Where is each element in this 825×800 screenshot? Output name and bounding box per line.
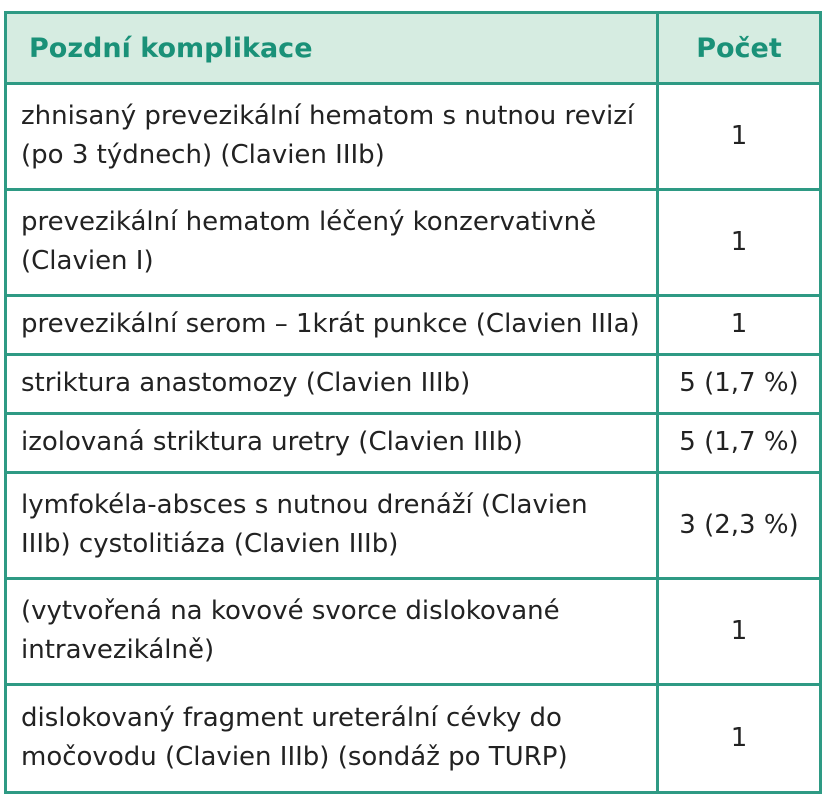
row-label: striktura anastomozy (Clavien IIIb) <box>6 354 658 413</box>
table-row <box>6 684 821 792</box>
row-label: izolovaná striktura uretry (Clavien IIIb) <box>6 413 658 472</box>
row-count: 3 (2,3 %) <box>658 472 821 578</box>
row-label: zhnisaný prevezikální hematom s nutnou revizí (po 3 týdnech) (Clavien IIIb) <box>6 84 658 190</box>
row-count: 1 <box>658 84 821 190</box>
row-label: lymfokéla-absces s nutnou drenáží (Clavien IIIb) cystolitiáza (Clavien IIIb) <box>6 472 658 578</box>
table-row <box>6 84 821 190</box>
row-count: 1 <box>658 578 821 684</box>
table-row <box>6 354 821 413</box>
table-row <box>6 295 821 354</box>
header-complication: Pozdní komplikace <box>6 13 658 84</box>
complications-table <box>4 11 822 794</box>
row-label: (vytvořená na kovové svorce dislokované intravezikálně) <box>6 578 658 684</box>
row-count: 1 <box>658 684 821 792</box>
table-row <box>6 413 821 472</box>
table-row <box>6 472 821 578</box>
row-label: prevezikální hematom léčený konzervativně (Clavien I) <box>6 189 658 295</box>
row-label: prevezikální serom – 1krát punkce (Clavien IIIa) <box>6 295 658 354</box>
table-row <box>6 578 821 684</box>
row-count: 1 <box>658 295 821 354</box>
row-count: 1 <box>658 189 821 295</box>
table-row <box>6 189 821 295</box>
row-count: 5 (1,7 %) <box>658 354 821 413</box>
table-header-row <box>6 13 821 84</box>
row-count: 5 (1,7 %) <box>658 413 821 472</box>
row-label: dislokovaný fragment ureterální cévky do močovodu (Clavien IIIb) (sondáž po TURP) <box>6 684 658 792</box>
header-count: Počet <box>658 13 821 84</box>
